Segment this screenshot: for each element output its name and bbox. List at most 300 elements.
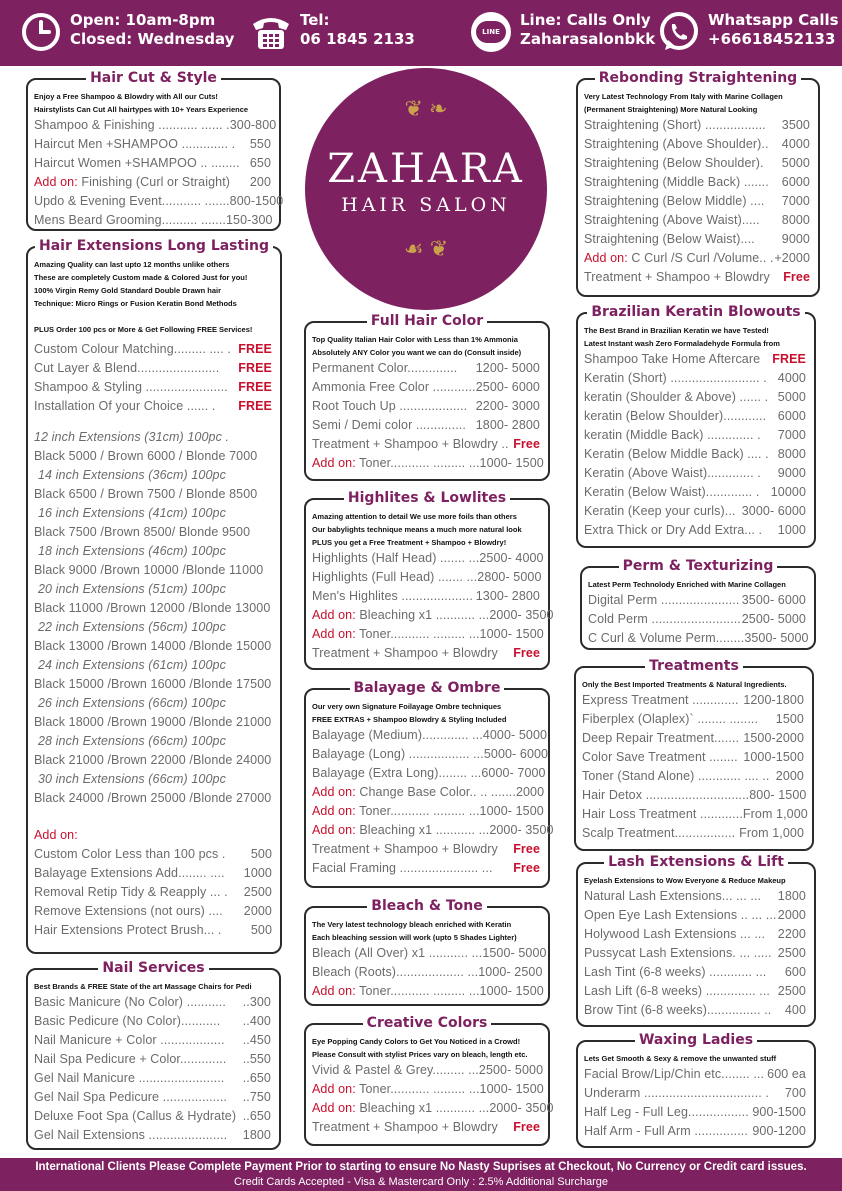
price-row: [312, 840, 540, 859]
intro-line: (Permanent Straightening) More Natural Looking: [584, 105, 758, 114]
intro-line: Our very own Signature Foilayage Ombre techniques: [312, 702, 502, 711]
tel-number[interactable]: 06 1845 2133: [300, 30, 415, 48]
service-name: Deep Repair Treatment.......: [582, 731, 740, 745]
service-price: 1000- 1500: [479, 456, 544, 470]
service-name: Shampoo & Styling .......................: [34, 380, 228, 394]
intro-line: Our babylights technique means a much more natural look: [312, 525, 522, 534]
ornament-bottom-icon: ☙ ❦: [403, 236, 449, 261]
price-row: [584, 944, 806, 963]
extension-size: 30 inch Extensions (66cm) 100pc: [38, 772, 226, 786]
service-price: Free: [513, 861, 540, 875]
service-name: keratin (Middle Back) ............. .: [584, 428, 761, 442]
intro-line: Amazing attention to detail We use more foils than others: [312, 512, 517, 521]
service-price: ..650: [242, 1071, 271, 1085]
price-row: [34, 340, 272, 359]
addon-tag: Add on:: [312, 804, 360, 818]
service-name: Balayage (Long) ................. ...: [312, 747, 484, 761]
service-name: Straightening (Middle Back) .......: [584, 175, 769, 189]
service-name: Straightening (Short) .................: [584, 118, 766, 132]
service-name: Digital Perm ......................: [588, 593, 740, 607]
service-name: Gel Nail Manicure ........................: [34, 1071, 225, 1085]
service-name: Shampoo & Finishing ........... ...... .: [34, 118, 230, 132]
section-title: Hair Extensions Long Lasting: [35, 237, 273, 255]
service-price: 2000: [777, 908, 806, 922]
service-price: 2000: [243, 904, 272, 918]
service-price: FREE: [238, 361, 272, 375]
footer-card-note: Credit Cards Accepted - Visa & Mastercard Only : 2.5% Additional Surcharge: [234, 1176, 608, 1188]
section-title: Lash Extensions & Lift: [604, 853, 788, 871]
service-price: ..550: [242, 1052, 271, 1066]
service-name: C Curl & Volume Perm........: [588, 631, 745, 645]
addon-tag: Add on:: [312, 627, 360, 641]
price-row: [312, 963, 543, 982]
service-price: 2200- 3000: [475, 399, 540, 413]
footer-payment-note: International Clients Please Complete Payment Prior to starting to ensure No Nasty Suprises at Checkout, No Currency or Credit card issues.: [35, 1161, 807, 1173]
balayage-section: [304, 680, 554, 888]
service-price: Free: [513, 646, 540, 660]
price-row: [582, 824, 804, 843]
service-name: Underarm ................................. .: [584, 1086, 769, 1100]
service-price: 2000: [775, 769, 804, 783]
intro-line: Latest Instant wash Zero Formaladehyde Formula from: [584, 339, 780, 348]
service-name: Half Arm - Full Arm ...............: [584, 1124, 748, 1138]
price-row: [312, 1080, 544, 1099]
section-title: Rebonding Straightening: [595, 69, 801, 87]
creative-section: [304, 1015, 554, 1146]
service-name: Open Eye Lash Extensions .. ... ...: [584, 908, 777, 922]
price-row: [34, 1126, 271, 1145]
intro-line: [34, 310, 274, 323]
service-name: Semi / Demi color ..............: [312, 418, 466, 432]
intro-line: Hairstylists Can Cut All hairtypes with 10+ Years Experience: [34, 105, 249, 114]
intro-line: Latest Perm Technolody Enriched with Marine Collagen: [588, 580, 786, 589]
price-row: [584, 1001, 806, 1020]
service-name: Straightening (Above Waist).....: [584, 213, 760, 227]
service-name: Men's Highlites ....................: [312, 589, 473, 603]
service-price: ..650: [242, 1109, 271, 1123]
service-price: 7000: [777, 428, 806, 442]
price-row: [584, 268, 810, 287]
service-name: Deluxe Foot Spa (Callus & Hydrate): [34, 1109, 237, 1123]
service-name: Keratin (Above Waist)............. .: [584, 466, 761, 480]
section-title: Waxing Ladies: [635, 1031, 757, 1049]
service-name: Straightening (Below Waist)....: [584, 232, 755, 246]
service-price: 5000: [781, 156, 810, 170]
line-app-icon: [468, 9, 514, 55]
price-row: [584, 1084, 806, 1103]
price-row: [584, 982, 806, 1001]
service-name: Mens Beard Grooming.......... .......: [34, 213, 226, 227]
service-name: Custom Colour Matching......... .... .: [34, 342, 231, 356]
intro-line: Each bleaching session will work (upto 5 Shades Lighter): [312, 933, 517, 942]
service-price: 1000- 1500: [479, 1082, 544, 1096]
rebonding-section: [576, 70, 820, 297]
price-row: [584, 369, 806, 388]
intro-line: Top Quality Italian Hair Color with Less than 1% Ammonia: [312, 335, 518, 344]
treatments-section: [574, 658, 814, 851]
price-row: [582, 710, 804, 729]
clock-icon: [18, 9, 64, 55]
service-price: 4000- 5000: [482, 728, 548, 742]
addon-tag: Add on:: [312, 785, 360, 799]
intro-line: Absolutely ANY Color you want we can do (Consult inside): [312, 348, 522, 357]
service-name: Toner........... ......... ...: [359, 984, 480, 998]
service-price: Free: [783, 270, 810, 284]
price-row: [34, 1069, 271, 1088]
extension-prices: Black 6500 / Brown 7500 / Blonde 8500: [34, 487, 258, 501]
price-row: [312, 606, 554, 625]
price-row: [584, 135, 810, 154]
price-row: [312, 416, 540, 435]
service-price: 2000: [515, 785, 545, 799]
service-price: 2500- 5000: [741, 612, 806, 626]
highlights-section: [304, 490, 554, 670]
price-row: [584, 350, 806, 369]
price-row: [584, 521, 806, 540]
price-row: [312, 1061, 544, 1080]
service-price: 10000: [770, 485, 806, 499]
intro-line: These are completely Custom made & Colored Just for you!: [34, 273, 248, 282]
service-name: Remove Extensions (not ours) ....: [34, 904, 223, 918]
service-name: Treatment + Shampoo + Blowdry: [312, 646, 498, 660]
price-row: [34, 845, 272, 864]
extension-prices: Black 15000 /Brown 16000 /Blonde 17500: [34, 677, 272, 691]
price-row: [588, 629, 809, 648]
service-price: 2500: [243, 885, 272, 899]
service-price: ..450: [242, 1033, 271, 1047]
ornament-top-icon: ❦ ❧: [404, 96, 448, 121]
whatsapp-number[interactable]: +66618452133: [708, 30, 836, 48]
service-name: Keratin (Below Middle Back) .... .: [584, 447, 769, 461]
service-price: 1000- 1500: [479, 984, 544, 998]
service-name: Shampoo Take Home Aftercare: [584, 352, 761, 366]
price-row: [34, 902, 272, 921]
extension-size: 20 inch Extensions (51cm) 100pc: [38, 582, 226, 596]
extension-prices: Black 9000 /Brown 10000 /Blonde 11000: [34, 563, 264, 577]
price-row: [582, 691, 804, 710]
service-price: 3500- 6000: [741, 593, 806, 607]
service-price: 2500: [777, 984, 806, 998]
service-name: Finishing (Curl or Straight): [81, 175, 231, 189]
price-row: [34, 116, 277, 135]
intro-line: Eye Popping Candy Colors to Get You Noticed in a Crowd!: [312, 1037, 521, 1046]
service-price: 550: [249, 137, 271, 151]
service-name: Basic Pedicure (No Color)...........: [34, 1014, 221, 1028]
price-row: [584, 154, 810, 173]
price-row: [584, 388, 806, 407]
price-row: [312, 783, 545, 802]
extension-size: 16 inch Extensions (41cm) 100pc: [38, 506, 226, 520]
service-price: 2500- 5000: [478, 1063, 544, 1077]
service-name: Keratin (Short) ......................... .: [584, 371, 767, 385]
line-label: Line: Calls Only: [520, 11, 651, 29]
service-price: 600 ea: [767, 1067, 806, 1081]
intro-line: The Very latest technology bleach enriched with Keratin: [312, 920, 512, 929]
extension-prices: Black 18000 /Brown 19000 /Blonde 21000: [34, 715, 272, 729]
addon-tag: Add on:: [584, 251, 632, 265]
service-price: Free: [513, 437, 540, 451]
tel-label: Tel:: [300, 11, 330, 29]
price-row: [34, 1031, 271, 1050]
addon-tag: Add on:: [312, 608, 360, 622]
intro-line: The Best Brand in Brazilian Keratin we have Tested!: [584, 326, 769, 335]
service-price: 900-1200: [752, 1124, 806, 1138]
service-name: Toner (Stand Alone) ............ .... ..: [582, 769, 770, 783]
price-row: [584, 1103, 806, 1122]
service-name: Toner........... ......... ...: [359, 804, 480, 818]
service-name: Holywood Lash Extensions ... ...: [584, 927, 766, 941]
perm-section: [580, 558, 816, 650]
price-row: [588, 610, 806, 629]
service-name: Hair Loss Treatment ............: [582, 807, 743, 821]
price-row: [584, 407, 806, 426]
full-color-section: [304, 313, 550, 481]
service-name: Highlights (Half Head) ....... ...: [312, 551, 480, 565]
addon-tag: Add on:: [34, 175, 82, 189]
haircut-section: [26, 70, 284, 231]
service-name: Bleaching x1 ........... ...: [359, 1101, 490, 1115]
price-row: [584, 116, 810, 135]
service-name: Toner........... ......... ...: [359, 1082, 480, 1096]
extension-prices: Black 21000 /Brown 22000 /Blonde 24000: [34, 753, 272, 767]
intro-line: Amazing Quality can last upto 12 months unlike others: [34, 260, 230, 269]
logo-subtitle: HAIR SALON: [341, 194, 511, 216]
service-name: Toner........... ......... ...: [359, 456, 480, 470]
service-price: +2000: [774, 251, 810, 265]
salon-logo: [305, 68, 547, 310]
service-price: ..750: [242, 1090, 271, 1104]
price-row: [34, 397, 272, 416]
extension-size: 14 inch Extensions (36cm) 100pc: [38, 468, 226, 482]
service-name: Pussycat Lash Extensions. ... .....: [584, 946, 772, 960]
section-title: Highlites & Lowlites: [344, 489, 510, 507]
extension-prices: Black 11000 /Brown 12000 /Blonde 13000: [34, 601, 271, 615]
service-price: 500: [250, 923, 272, 937]
service-price: 7000: [781, 194, 810, 208]
price-row: [34, 993, 271, 1012]
intro-line: Technique: Micro Rings or Fusion Keratin Bond Methods: [34, 299, 237, 308]
service-price: 2000- 3500: [489, 608, 554, 622]
price-row: [584, 230, 810, 249]
service-name: Nail Manicure + Color ..................: [34, 1033, 225, 1047]
price-row: [312, 764, 546, 783]
price-row: [34, 173, 271, 192]
service-price: 1000-1500: [743, 750, 804, 764]
service-name: Express Treatment .............: [582, 693, 739, 707]
service-price: Free: [513, 1120, 540, 1134]
service-price: 1500- 5000: [482, 946, 547, 960]
service-name: Keratin (Below Waist)............. .: [584, 485, 760, 499]
price-row: [584, 445, 806, 464]
addon-tag: Add on:: [312, 1101, 360, 1115]
price-row: [312, 587, 540, 606]
nails-section: [26, 960, 281, 1150]
price-row: [34, 154, 271, 173]
price-row: [312, 1118, 540, 1137]
price-row: [312, 859, 540, 878]
service-price: 1300- 2800: [475, 589, 540, 603]
service-price: 2000- 3500: [489, 1101, 554, 1115]
service-price: FREE: [238, 342, 272, 356]
intro-line: PLUS Order 100 pcs or More & Get Following FREE Services!: [34, 325, 253, 334]
service-price: 2800- 5000: [477, 570, 542, 584]
price-row: [312, 821, 554, 840]
service-price: ..400: [242, 1014, 271, 1028]
service-name: Bleach (All Over) x1 ........... ...: [312, 946, 483, 960]
price-row: [312, 378, 540, 397]
addon-heading: Add on:: [34, 828, 78, 842]
service-price: 1200- 5000: [475, 361, 540, 375]
service-price: 6000- 7000: [481, 766, 546, 780]
price-row: [312, 568, 540, 587]
service-price: 400: [784, 1003, 806, 1017]
service-price: 1800- 2800: [475, 418, 540, 432]
section-title: Brazilian Keratin Blowouts: [587, 303, 804, 321]
price-row: [312, 549, 544, 568]
service-price: 1000: [777, 523, 806, 537]
price-row: [584, 502, 806, 521]
service-price: 1000- 1500: [479, 804, 544, 818]
price-row: [34, 883, 272, 902]
service-name: C Curl /S Curl /Volume.. .: [631, 251, 774, 265]
service-name: Treatment + Shampoo + Blowdry: [312, 842, 498, 856]
price-row: [34, 1012, 271, 1031]
addon-tag: Add on:: [312, 456, 360, 470]
service-price: 3500- 5000: [744, 631, 809, 645]
line-badge: LINE: [476, 21, 506, 43]
service-name: Cold Perm .........................: [588, 612, 741, 626]
addon-tag: Add on:: [312, 1082, 360, 1096]
section-title: Balayage & Ombre: [350, 679, 505, 697]
price-row: [312, 944, 547, 963]
service-price: 200: [249, 175, 271, 189]
service-name: keratin (Shoulder & Above) ...... .: [584, 390, 769, 404]
section-title: Perm & Texturizing: [619, 557, 778, 575]
service-price: 150-300: [225, 213, 273, 227]
service-name: Cut Layer & Blend.......................: [34, 361, 220, 375]
hours-closed: Closed: Wednesday: [70, 30, 235, 48]
service-price: 1000: [243, 866, 272, 880]
intro-line: Lets Get Smooth & Sexy & remove the unwanted stuff: [584, 1054, 777, 1063]
service-price: 1800: [242, 1128, 271, 1142]
service-name: Treatment + Shampoo + Blowdry ..: [312, 437, 509, 451]
extension-prices: Black 5000 / Brown 6000 / Blonde 7000: [34, 449, 258, 463]
header-bar: [0, 0, 842, 66]
price-row: [312, 644, 540, 663]
service-name: Straightening (Below Middle) ....: [584, 194, 765, 208]
intro-line: PLUS you get a Free Treatment + Shampoo + Blowdry!: [312, 538, 507, 547]
service-name: Root Touch Up ...................: [312, 399, 468, 413]
line-id[interactable]: Zaharasalonbkk: [520, 30, 656, 48]
footer-bar: [0, 1158, 842, 1191]
price-row: [312, 397, 540, 416]
keratin-section: [576, 304, 816, 548]
service-name: Toner........... ......... ...: [359, 627, 480, 641]
service-name: Hair Detox .............................: [582, 788, 750, 802]
service-name: Color Save Treatment ........: [582, 750, 738, 764]
section-title: Bleach & Tone: [367, 897, 486, 915]
service-price: 5000- 6000: [483, 747, 549, 761]
service-price: FREE: [238, 380, 272, 394]
service-price: From 1,000: [739, 826, 804, 840]
service-name: Highlights (Full Head) ....... ...: [312, 570, 478, 584]
service-price: 9000: [777, 466, 806, 480]
price-row: [588, 591, 806, 610]
service-name: Facial Brow/Lip/Chin etc........ ...: [584, 1067, 765, 1081]
service-price: 700: [784, 1086, 806, 1100]
price-row: [312, 454, 544, 473]
service-price: 2000- 3500: [489, 823, 554, 837]
price-row: [582, 729, 804, 748]
extension-size: 24 inch Extensions (61cm) 100pc: [38, 658, 226, 672]
service-price: 300-800: [229, 118, 277, 132]
service-price: 2500- 6000: [475, 380, 540, 394]
telephone-icon: [248, 9, 294, 55]
extension-size: 18 inch Extensions (46cm) 100pc: [38, 544, 226, 558]
price-row: [582, 805, 808, 824]
service-price: 3000- 6000: [741, 504, 806, 518]
service-name: Permanent Color..............: [312, 361, 458, 375]
service-price: FREE: [772, 352, 806, 366]
price-row: [312, 982, 544, 1001]
service-price: 800-1500: [229, 194, 284, 208]
price-row: [584, 925, 806, 944]
service-name: Nail Spa Pedicure + Color.............: [34, 1052, 227, 1066]
extensions-section: [26, 238, 282, 954]
service-price: 1200-1800: [743, 693, 804, 707]
service-name: Basic Manicure (No Color) ...........: [34, 995, 226, 1009]
service-name: Installation Of your Choice ...... .: [34, 399, 216, 413]
addon-tag: Add on:: [312, 823, 360, 837]
price-row: [34, 1050, 271, 1069]
service-name: Vivid & Pastel & Grey......... ...: [312, 1063, 479, 1077]
hours-open: Open: 10am-8pm: [70, 11, 216, 29]
service-name: Natural Lash Extensions... ... ...: [584, 889, 762, 903]
price-row: [584, 1065, 806, 1084]
service-name: Facial Framing ...................... ...: [312, 861, 493, 875]
price-row: [584, 887, 806, 906]
service-price: 8000: [781, 213, 810, 227]
price-row: [34, 211, 271, 230]
service-name: Treatment + Shampoo + Blowdry: [312, 1120, 498, 1134]
service-name: Balayage Extensions Add........ ....: [34, 866, 225, 880]
service-name: Half Leg - Full Leg.................: [584, 1105, 749, 1119]
service-price: 5000: [777, 390, 806, 404]
service-name: Updo & Evening Event........... .......: [34, 194, 230, 208]
extension-prices: Black 24000 /Brown 25000 /Blonde 27000: [34, 791, 272, 805]
intro-line: Enjoy a Free Shampoo & Blowdry with All our Cuts!: [34, 92, 218, 101]
service-price: 500: [250, 847, 272, 861]
service-name: Bleaching x1 ........... ...: [359, 823, 490, 837]
service-name: Gel Nail Spa Pedicure ..................: [34, 1090, 227, 1104]
service-name: Straightening (Below Shoulder).: [584, 156, 764, 170]
service-price: 2500- 4000: [479, 551, 544, 565]
price-row: [584, 483, 806, 502]
service-name: keratin (Below Shoulder)............: [584, 409, 767, 423]
logo-name: ZAHARA: [327, 146, 525, 192]
service-price: 6000: [777, 409, 806, 423]
whatsapp-block: [656, 9, 839, 55]
service-price: 1000- 2500: [478, 965, 543, 979]
tel-block: [248, 9, 415, 55]
section-title: Treatments: [645, 657, 743, 675]
service-price: 2500: [777, 946, 806, 960]
price-row: [34, 1107, 271, 1126]
service-name: Balayage (Medium)............. ...: [312, 728, 483, 742]
service-name: Bleaching x1 ........... ...: [359, 608, 490, 622]
section-title: Full Hair Color: [367, 312, 487, 330]
service-name: Haircut Men +SHAMPOO ............. .: [34, 137, 236, 151]
